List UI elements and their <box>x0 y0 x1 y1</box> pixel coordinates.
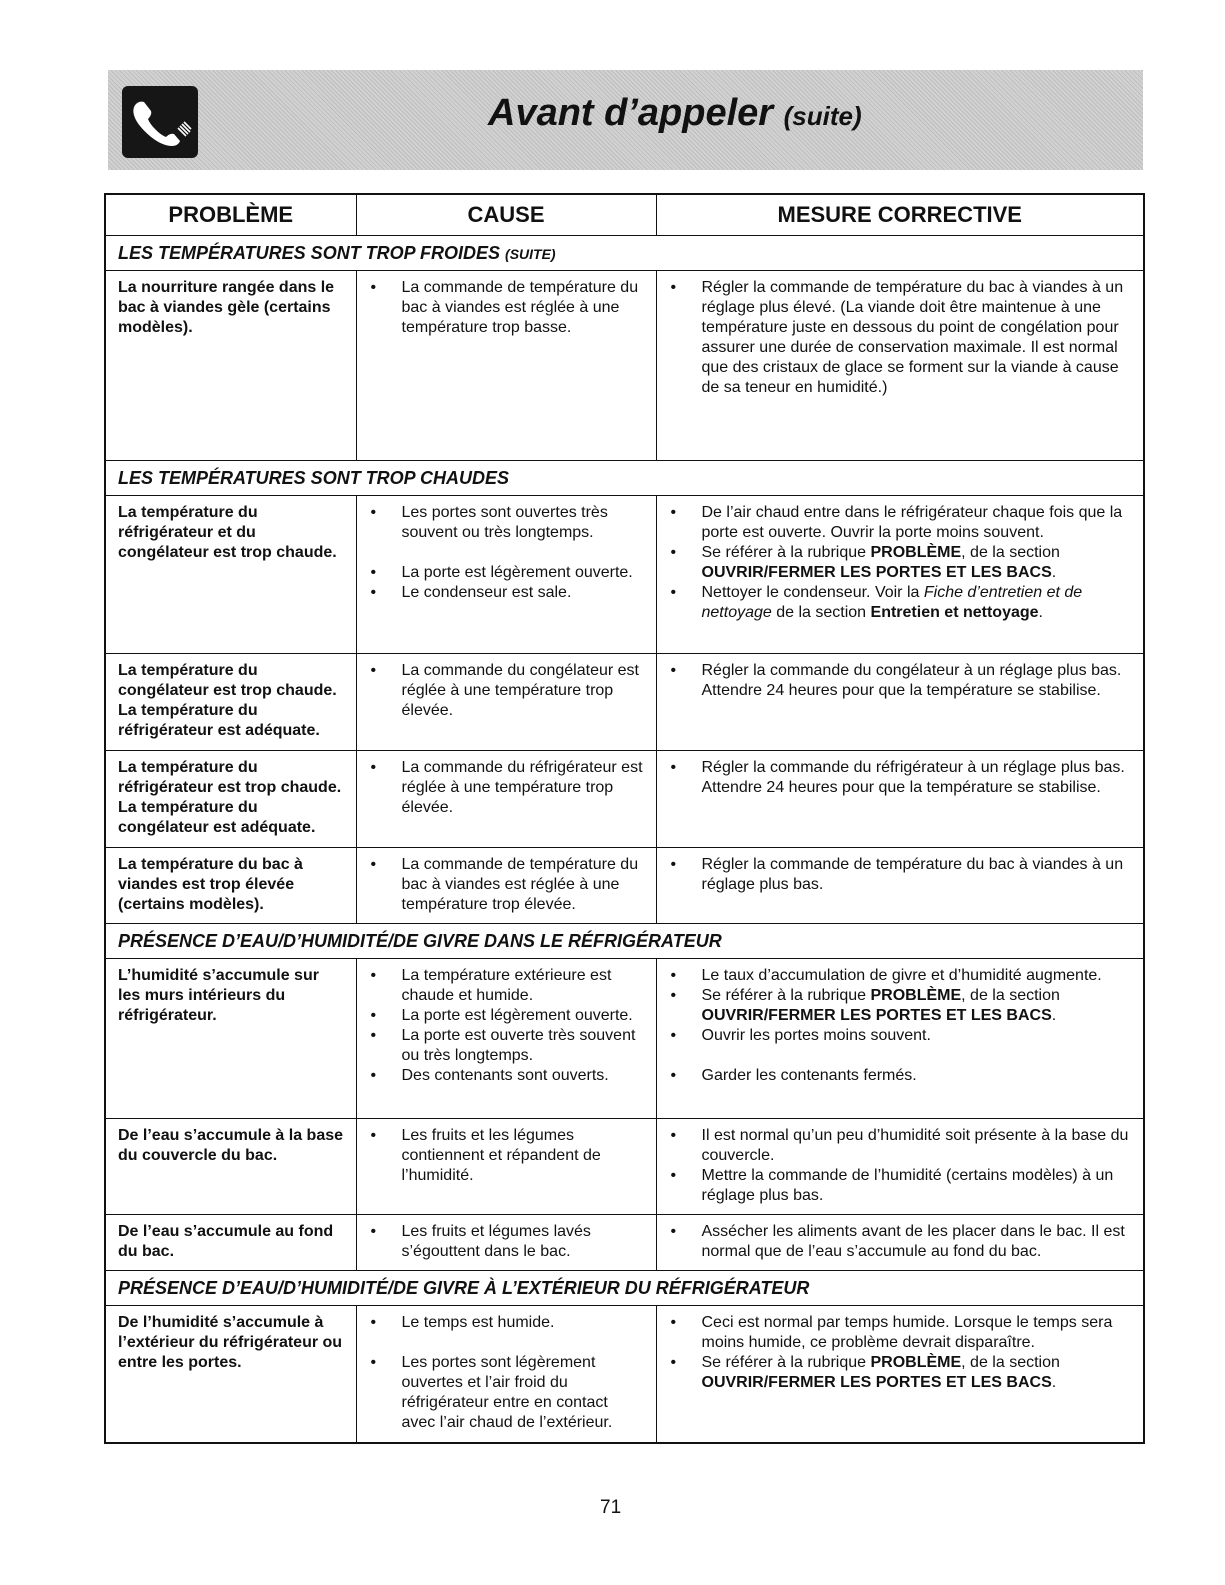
section-title: PRÉSENCE D’EAU/D’HUMIDITÉ/DE GIVRE DANS LE RÉFRIGÉRATEUR <box>106 924 1143 959</box>
cause-item: • Des contenants sont ouverts. <box>369 1066 646 1086</box>
problem-cell: L’humidité s’accumule sur les murs intérieurs du réfrigérateur. <box>106 959 356 1119</box>
section-suffix: (SUITE) <box>505 245 556 262</box>
fix-item: • Régler la commande du réfrigérateur à un réglage plus bas. Attendre 24 heures pour que la température se stabilise. <box>669 758 1134 798</box>
problem-cell: De l’eau s’accumule à la base du couvercle du bac. <box>106 1119 356 1215</box>
problem-cell: La température du réfrigérateur est trop chaude. La température du congélateur est adéquate. <box>106 751 356 848</box>
fix-cell <box>656 654 1143 751</box>
fix-item: • Il est normal qu’un peu d’humidité soit présente à la base du couvercle. <box>669 1126 1134 1166</box>
fix-item: • Se référer à la rubrique PROBLÈME, de la section OUVRIR/FERMER LES PORTES ET LES BACS. <box>669 543 1134 583</box>
cause-item: • Le temps est humide. <box>369 1313 646 1333</box>
cause-cell <box>356 751 656 848</box>
fix-item: • Régler la commande de température du bac à viandes à un réglage plus bas. <box>669 855 1134 895</box>
column-header-problem: PROBLÈME <box>106 195 356 236</box>
fix-item: • Garder les contenants fermés. <box>669 1066 1134 1086</box>
troubleshooting-table <box>104 193 1145 1444</box>
problem-cell: De l’eau s’accumule au fond du bac. <box>106 1215 356 1271</box>
problem-cell: La température du congélateur est trop chaude. La température du réfrigérateur est adéquate. <box>106 654 356 751</box>
column-header-corrective-action: MESURE CORRECTIVE <box>656 195 1143 236</box>
problem-cell: La nourriture rangée dans le bac à viandes gèle (certains modèles). <box>106 271 356 461</box>
fix-item: • Assécher les aliments avant de les placer dans le bac. Il est normal que de l’eau s’accumule au fond du bac. <box>669 1222 1134 1262</box>
cause-item: • Les portes sont ouvertes très souvent ou très longtemps. <box>369 503 646 543</box>
section-title: LES TEMPÉRATURES SONT TROP CHAUDES <box>106 461 1143 496</box>
section-row <box>106 924 1143 959</box>
cause-item: • Les fruits et les légumes contiennent et répandent de l’humidité. <box>369 1126 646 1186</box>
fix-cell <box>656 496 1143 654</box>
cause-cell <box>356 848 656 924</box>
cause-item: • Les fruits et légumes lavés s’égouttent dans le bac. <box>369 1222 646 1262</box>
cause-cell <box>356 1119 656 1215</box>
table-row <box>106 1215 1143 1271</box>
fix-cell <box>656 1119 1143 1215</box>
header-banner <box>108 70 1143 170</box>
fix-item: • Mettre la commande de l’humidité (certains modèles) à un réglage plus bas. <box>669 1166 1134 1206</box>
cause-item: • Le condenseur est sale. <box>369 583 646 603</box>
section-row <box>106 236 1143 271</box>
cause-cell <box>356 654 656 751</box>
fix-item: • Régler la commande de température du bac à viandes à un réglage plus élevé. (La viande doit être maintenue à une température juste en dessous du point de congélation pour assurer une durée de conservation maximale. Il est normal que des cristaux de glace se forment sur la viande à cause de sa teneur en humidité.) <box>669 278 1134 398</box>
cause-cell <box>356 1215 656 1271</box>
table-row <box>106 1306 1143 1442</box>
fix-cell <box>656 848 1143 924</box>
cause-cell <box>356 1306 656 1442</box>
fix-cell <box>656 271 1143 461</box>
cause-item: • La commande de température du bac à viandes est réglée à une température trop basse. <box>369 278 646 338</box>
table-row <box>106 1119 1143 1215</box>
cause-item: • La porte est légèrement ouverte. <box>369 1006 646 1026</box>
section-row <box>106 461 1143 496</box>
section-title: PRÉSENCE D’EAU/D’HUMIDITÉ/DE GIVRE À L’EXTÉRIEUR DU RÉFRIGÉRATEUR <box>106 1271 1143 1306</box>
cause-item: • Les portes sont légèrement ouvertes et l’air froid du réfrigérateur entre en contact avec l’air chaud de l’extérieur. <box>369 1353 646 1433</box>
page-subtitle: (suite) <box>783 101 862 131</box>
page-number: 71 <box>600 1497 622 1518</box>
fix-cell <box>656 751 1143 848</box>
table-row <box>106 751 1143 848</box>
fix-cell <box>656 1215 1143 1271</box>
column-header-cause: CAUSE <box>356 195 656 236</box>
cause-item: • La température extérieure est chaude et humide. <box>369 966 646 1006</box>
page-title: Avant d’appeler (suite) <box>488 92 862 134</box>
fix-cell <box>656 1306 1143 1442</box>
problem-cell: La température du réfrigérateur et du congélateur est trop chaude. <box>106 496 356 654</box>
fix-item: • Régler la commande du congélateur à un réglage plus bas. Attendre 24 heures pour que la température se stabilise. <box>669 661 1134 701</box>
table-row <box>106 496 1143 654</box>
cause-cell <box>356 496 656 654</box>
cause-cell <box>356 959 656 1119</box>
problem-cell: La température du bac à viandes est trop élevée (certains modèles). <box>106 848 356 924</box>
section-row <box>106 1271 1143 1306</box>
fix-item: • Se référer à la rubrique PROBLÈME, de la section OUVRIR/FERMER LES PORTES ET LES BACS. <box>669 1353 1134 1393</box>
fix-item: • Ceci est normal par temps humide. Lorsque le temps sera moins humide, ce problème devrait disparaître. <box>669 1313 1134 1353</box>
table-row <box>106 271 1143 461</box>
telephone-icon <box>122 86 198 158</box>
table-row <box>106 848 1143 924</box>
fix-cell <box>656 959 1143 1119</box>
fix-item: • De l’air chaud entre dans le réfrigérateur chaque fois que la porte est ouverte. Ouvrir la porte moins souvent. <box>669 503 1134 543</box>
fix-item: • Nettoyer le condenseur. Voir la Fiche d’entretien et de nettoyage de la section Entretien et nettoyage. <box>669 583 1134 623</box>
fix-item: • Le taux d’accumulation de givre et d’humidité augmente. <box>669 966 1134 986</box>
fix-item: • Se référer à la rubrique PROBLÈME, de la section OUVRIR/FERMER LES PORTES ET LES BACS. <box>669 986 1134 1026</box>
cause-item: • La commande du réfrigérateur est réglée à une température trop élevée. <box>369 758 646 818</box>
section-title: LES TEMPÉRATURES SONT TROP FROIDES (SUITE) <box>106 236 1143 271</box>
fix-item: • Ouvrir les portes moins souvent. <box>669 1026 1134 1046</box>
cause-item: • La porte est ouverte très souvent ou très longtemps. <box>369 1026 646 1066</box>
cause-item: • La commande de température du bac à viandes est réglée à une température trop élevée. <box>369 855 646 915</box>
table-row <box>106 654 1143 751</box>
table-row <box>106 959 1143 1119</box>
problem-cell: De l’humidité s’accumule à l’extérieur du réfrigérateur ou entre les portes. <box>106 1306 356 1442</box>
table-header-row <box>106 195 1143 236</box>
cause-item: • La commande du congélateur est réglée à une température trop élevée. <box>369 661 646 721</box>
cause-item: • La porte est légèrement ouverte. <box>369 563 646 583</box>
cause-cell <box>356 271 656 461</box>
